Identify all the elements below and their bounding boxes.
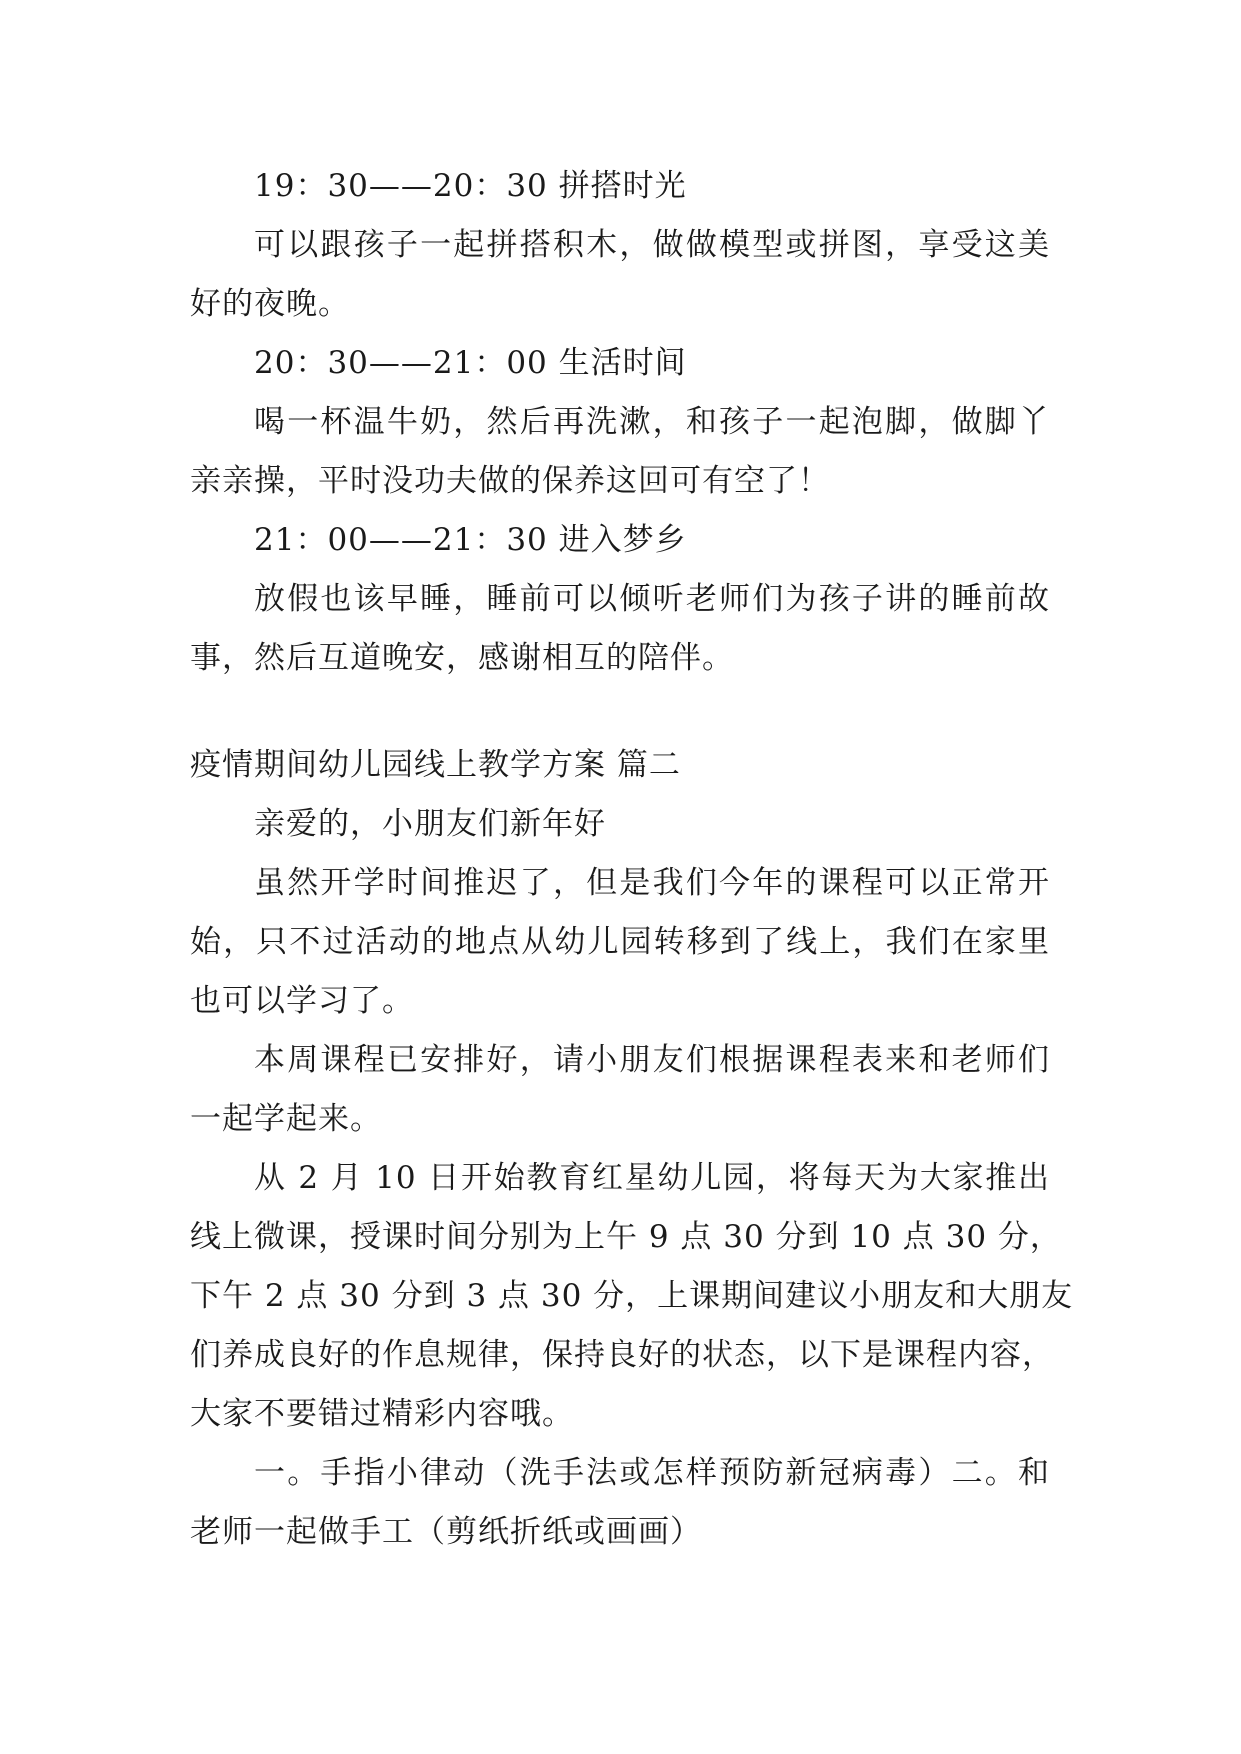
paragraph-line: 下午 2 点 30 分到 3 点 30 分，上课期间建议小朋友和大朋友 [190,1278,1074,1314]
paragraph-line: 一。手指小律动（洗手法或怎样预防新冠病毒）二。和 [254,1455,1050,1491]
greeting-line: 亲爱的，小朋友们新年好 [254,806,606,842]
paragraph-line: 虽然开学时间推迟了，但是我们今年的课程可以正常开 [254,865,1050,901]
schedule-heading-2030: 20：30——21：00 生活时间 [254,345,687,381]
paragraph-line: 本周课程已安排好，请小朋友们根据课程表来和老师们 [254,1042,1050,1078]
section-title: 疫情期间幼儿园线上教学方案 篇二 [190,747,681,783]
paragraph-line: 始，只不过活动的地点从幼儿园转移到了线上，我们在家里 [190,924,1050,960]
paragraph-line: 一起学起来。 [190,1101,382,1137]
paragraph-line: 喝一杯温牛奶，然后再洗漱，和孩子一起泡脚，做脚丫 [254,404,1050,440]
paragraph-line: 也可以学习了。 [190,983,414,1019]
paragraph-line: 亲亲操，平时没功夫做的保养这回可有空了！ [190,463,830,499]
paragraph-line: 线上微课，授课时间分别为上午 9 点 30 分到 10 点 30 分， [190,1219,1062,1255]
paragraph-line: 们养成良好的作息规律，保持良好的状态，以下是课程内容， [190,1337,1054,1373]
schedule-heading-2100: 21：00——21：30 进入梦乡 [254,522,687,558]
paragraph-line: 大家不要错过精彩内容哦。 [190,1396,574,1432]
paragraph-line: 放假也该早睡，睡前可以倾听老师们为孩子讲的睡前故 [254,581,1050,617]
paragraph-line: 可以跟孩子一起拼搭积木，做做模型或拼图，享受这美 [254,227,1050,263]
paragraph-line: 好的夜晚。 [190,286,350,322]
paragraph-line: 事，然后互道晚安，感谢相互的陪伴。 [190,640,734,676]
schedule-heading-1930: 19：30——20：30 拼搭时光 [254,168,687,204]
paragraph-line: 老师一起做手工（剪纸折纸或画画） [190,1514,702,1550]
paragraph-line: 从 2 月 10 日开始教育红星幼儿园，将每天为大家推出 [254,1160,1050,1196]
